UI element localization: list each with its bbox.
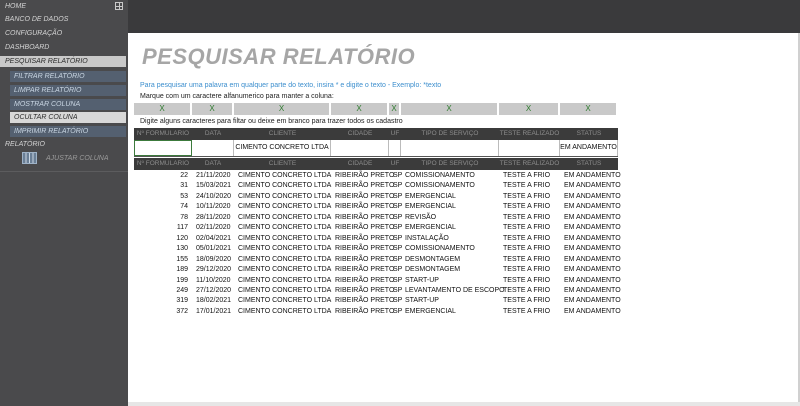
cell-cliente: CIMENTO CONCRETO LTDA bbox=[238, 266, 332, 274]
cell-status: EM ANDAMENTO bbox=[564, 172, 621, 179]
table-row[interactable] bbox=[134, 296, 621, 306]
cell-cliente: CIMENTO CONCRETO LTDA bbox=[238, 224, 332, 232]
table-row[interactable] bbox=[134, 244, 621, 254]
cell-teste: TESTE A FRIO bbox=[503, 234, 551, 242]
cell-uf: SP bbox=[393, 245, 403, 253]
sidebar-item-home[interactable]: HOME bbox=[5, 3, 26, 10]
cell-cliente: CIMENTO CONCRETO LTDA bbox=[238, 297, 332, 305]
table-row[interactable] bbox=[134, 255, 621, 265]
header-cliente: CLIENTE bbox=[268, 160, 297, 167]
cell-data: 28/11/2020 bbox=[196, 213, 231, 221]
cell-teste: TESTE A FRIO bbox=[503, 276, 551, 284]
cell-uf: SP bbox=[393, 255, 403, 263]
submenu-limpar-relatorio[interactable]: LIMPAR RELATÓRIO bbox=[10, 85, 126, 96]
column-marker-cliente[interactable]: X bbox=[234, 103, 329, 115]
cell-nro: 78 bbox=[180, 213, 188, 221]
header-cidade: CIDADE bbox=[347, 160, 373, 167]
filter-input-data[interactable] bbox=[192, 140, 234, 156]
cell-tipo: EMERGENCIAL bbox=[405, 224, 456, 232]
header-nro: Nº FORMULARIO bbox=[136, 130, 190, 137]
column-marker-cidade[interactable]: X bbox=[331, 103, 387, 115]
cell-nro: 117 bbox=[176, 224, 188, 232]
table-row[interactable] bbox=[134, 171, 621, 181]
cell-teste: TESTE A FRIO bbox=[503, 213, 551, 221]
header-uf: UF bbox=[390, 130, 400, 137]
cell-status: EM ANDAMENTO bbox=[564, 307, 621, 315]
cell-teste: TESTE A FRIO bbox=[503, 255, 551, 263]
header-status: STATUS bbox=[576, 130, 602, 137]
sidebar-item-configuracao[interactable]: CONFIGURAÇÃO bbox=[5, 30, 63, 37]
cell-status: EM ANDAMENTO bbox=[564, 266, 621, 274]
cell-cliente: CIMENTO CONCRETO LTDA bbox=[238, 192, 332, 200]
filter-input-status[interactable]: EM ANDAMENTO bbox=[560, 140, 618, 156]
cell-tipo: START-UP bbox=[405, 297, 439, 305]
cell-tipo: DESMONTAGEM bbox=[405, 266, 461, 274]
cell-cidade: RIBEIRÃO PRETO bbox=[335, 234, 395, 242]
cell-tipo: START-UP bbox=[405, 276, 439, 284]
cell-status: EM ANDAMENTO bbox=[564, 192, 621, 200]
cell-nro: 22 bbox=[180, 172, 188, 179]
cell-uf: SP bbox=[393, 234, 403, 242]
table-row[interactable] bbox=[134, 286, 621, 296]
cell-cidade: RIBEIRÃO PRETO bbox=[335, 203, 395, 211]
table-row[interactable] bbox=[134, 265, 621, 275]
mark-instruction: Marque com um caractere alfanumerico para manter a coluna: bbox=[140, 93, 334, 100]
cell-cliente: CIMENTO CONCRETO LTDA bbox=[238, 182, 332, 190]
header-cidade: CIDADE bbox=[347, 130, 373, 137]
cell-status: EM ANDAMENTO bbox=[564, 224, 621, 232]
cell-uf: SP bbox=[393, 213, 403, 221]
cell-status: EM ANDAMENTO bbox=[564, 234, 621, 242]
cell-nro: 31 bbox=[180, 182, 188, 190]
table-row[interactable] bbox=[134, 192, 621, 202]
table-row[interactable] bbox=[134, 213, 621, 223]
cell-uf: SP bbox=[393, 266, 403, 274]
filter-input-tipo[interactable] bbox=[401, 140, 499, 156]
cell-teste: TESTE A FRIO bbox=[503, 297, 551, 305]
cell-status: EM ANDAMENTO bbox=[564, 213, 621, 221]
column-marker-teste[interactable]: X bbox=[499, 103, 558, 115]
cell-nro: 155 bbox=[176, 255, 188, 263]
cell-cliente: CIMENTO CONCRETO LTDA bbox=[238, 276, 332, 284]
cell-cliente: CIMENTO CONCRETO LTDA bbox=[238, 172, 332, 179]
cell-data: 05/01/2021 bbox=[196, 245, 232, 253]
sidebar-divider bbox=[0, 171, 128, 172]
page-title: PESQUISAR RELATÓRIO bbox=[142, 44, 416, 69]
filter-instruction: Digite alguns caracteres para filtar ou deixe em branco para trazer todos os cadastro bbox=[140, 118, 403, 125]
sidebar bbox=[0, 0, 128, 406]
cell-data: 29/12/2020 bbox=[196, 266, 232, 274]
cell-uf: SP bbox=[393, 276, 403, 284]
cell-teste: TESTE A FRIO bbox=[503, 286, 551, 294]
cell-cidade: RIBEIRÃO PRETO bbox=[335, 172, 395, 179]
cell-data: 11/10/2020 bbox=[196, 276, 231, 284]
cell-teste: TESTE A FRIO bbox=[503, 192, 551, 200]
cell-uf: SP bbox=[393, 307, 403, 315]
filter-input-nro[interactable] bbox=[134, 140, 192, 156]
cell-cliente: CIMENTO CONCRETO LTDA bbox=[238, 307, 332, 315]
cell-cidade: RIBEIRÃO PRETO bbox=[335, 286, 395, 294]
adjust-column-button[interactable]: AJUSTAR COLUNA bbox=[46, 155, 109, 162]
cell-nro: 53 bbox=[180, 192, 188, 200]
table-row[interactable] bbox=[134, 223, 621, 233]
sidebar-item-pesquisar-relatorio[interactable]: PESQUISAR RELATÓRIO bbox=[0, 56, 126, 67]
cell-teste: TESTE A FRIO bbox=[503, 224, 551, 232]
cell-teste: TESTE A FRIO bbox=[503, 172, 551, 179]
filter-input-cliente[interactable]: CIMENTO CONCRETO LTDA bbox=[234, 140, 331, 156]
cell-nro: 372 bbox=[176, 307, 188, 315]
bottom-bar bbox=[128, 402, 800, 406]
cell-uf: SP bbox=[393, 172, 403, 179]
cell-status: EM ANDAMENTO bbox=[564, 245, 621, 253]
cell-status: EM ANDAMENTO bbox=[564, 276, 621, 284]
table-row[interactable] bbox=[134, 181, 621, 191]
cell-data: 18/02/2021 bbox=[196, 297, 232, 305]
header-cliente: CLIENTE bbox=[268, 130, 297, 137]
cell-tipo: EMERGENCIAL bbox=[405, 192, 456, 200]
cell-tipo: INSTALAÇÃO bbox=[405, 234, 449, 242]
cell-teste: TESTE A FRIO bbox=[503, 182, 551, 190]
cell-cidade: RIBEIRÃO PRETO bbox=[335, 307, 395, 315]
column-marker-nro[interactable]: X bbox=[134, 103, 190, 115]
cell-tipo: COMISSIONAMENTO bbox=[405, 182, 475, 190]
table-row[interactable] bbox=[134, 276, 621, 286]
cell-status: EM ANDAMENTO bbox=[564, 286, 621, 294]
header-teste: TESTE REALIZADO bbox=[499, 130, 560, 137]
cell-uf: SP bbox=[393, 224, 403, 232]
sidebar-item-banco-de-dados[interactable]: BANCO DE DADOS bbox=[5, 16, 69, 23]
cell-nro: 249 bbox=[176, 286, 188, 294]
cell-cidade: RIBEIRÃO PRETO bbox=[335, 255, 395, 263]
cell-cliente: CIMENTO CONCRETO LTDA bbox=[238, 203, 332, 211]
filter-input-teste[interactable] bbox=[499, 140, 560, 156]
header-data: DATA bbox=[204, 130, 222, 137]
cell-uf: SP bbox=[393, 297, 403, 305]
header-nro: Nº FORMULARIO bbox=[136, 160, 190, 167]
submenu-mostrar-coluna[interactable]: MOSTRAR COLUNA bbox=[10, 99, 126, 110]
cell-cliente: CIMENTO CONCRETO LTDA bbox=[238, 234, 332, 242]
table-row[interactable] bbox=[134, 202, 621, 212]
cell-cliente: CIMENTO CONCRETO LTDA bbox=[238, 255, 332, 263]
submenu-filtrar-relatorio[interactable]: FILTRAR RELATÓRIO bbox=[10, 71, 126, 82]
cell-teste: TESTE A FRIO bbox=[503, 245, 551, 253]
cell-cidade: RIBEIRÃO PRETO bbox=[335, 245, 395, 253]
cell-data: 02/11/2020 bbox=[196, 224, 231, 232]
cell-nro: 199 bbox=[176, 276, 188, 284]
cell-cidade: RIBEIRÃO PRETO bbox=[335, 224, 395, 232]
column-marker-uf[interactable]: X bbox=[389, 103, 399, 115]
cell-status: EM ANDAMENTO bbox=[564, 255, 621, 263]
cell-data: 15/03/2021 bbox=[196, 182, 232, 190]
cell-cidade: RIBEIRÃO PRETO bbox=[335, 266, 395, 274]
cell-cidade: RIBEIRÃO PRETO bbox=[335, 297, 395, 305]
cell-data: 18/09/2020 bbox=[196, 255, 232, 263]
cell-cliente: CIMENTO CONCRETO LTDA bbox=[238, 245, 332, 253]
header-data: DATA bbox=[204, 160, 222, 167]
adjust-column-icon[interactable] bbox=[22, 152, 37, 164]
cell-status: EM ANDAMENTO bbox=[564, 182, 621, 190]
cell-tipo: EMERGENCIAL bbox=[405, 307, 456, 315]
column-marker-data[interactable]: X bbox=[192, 103, 232, 115]
cell-cidade: RIBEIRÃO PRETO bbox=[335, 192, 395, 200]
cell-data: 02/04/2021 bbox=[196, 234, 232, 242]
sidebar-item-dashboard[interactable]: DASHBOARD bbox=[5, 44, 50, 51]
cell-status: EM ANDAMENTO bbox=[564, 203, 621, 211]
cell-data: 24/10/2020 bbox=[196, 192, 232, 200]
header-uf: UF bbox=[390, 160, 400, 167]
cell-data: 10/11/2020 bbox=[196, 203, 231, 211]
cell-tipo: COMISSIONAMENTO bbox=[405, 172, 475, 179]
table-row[interactable] bbox=[134, 234, 621, 244]
header-status: STATUS bbox=[576, 160, 602, 167]
submenu-imprimir-relatorio[interactable]: IMPRIMIR RELATÓRIO bbox=[10, 126, 126, 137]
cell-tipo: EMERGENCIAL bbox=[405, 203, 456, 211]
cell-tipo: COMISSIONAMENTO bbox=[405, 245, 475, 253]
cell-data: 27/12/2020 bbox=[196, 286, 232, 294]
cell-data: 17/01/2021 bbox=[196, 307, 232, 315]
cell-nro: 74 bbox=[180, 203, 188, 211]
cell-uf: SP bbox=[393, 203, 403, 211]
cell-teste: TESTE A FRIO bbox=[503, 266, 551, 274]
cell-tipo: LEVANTAMENTO DE ESCOPO bbox=[405, 286, 505, 294]
cell-uf: SP bbox=[393, 286, 403, 294]
cell-tipo: REVISÃO bbox=[405, 213, 437, 221]
cell-cliente: CIMENTO CONCRETO LTDA bbox=[238, 213, 332, 221]
cell-data: 21/11/2020 bbox=[196, 172, 231, 179]
cell-nro: 130 bbox=[176, 245, 188, 253]
cell-cidade: RIBEIRÃO PRETO bbox=[335, 213, 395, 221]
filter-input-cidade[interactable] bbox=[331, 140, 389, 156]
cell-uf: SP bbox=[393, 192, 403, 200]
table-row[interactable] bbox=[134, 307, 621, 317]
header-teste: TESTE REALIZADO bbox=[499, 160, 560, 167]
grid-icon[interactable] bbox=[115, 2, 123, 10]
cell-status: EM ANDAMENTO bbox=[564, 297, 621, 305]
cell-nro: 120 bbox=[176, 234, 188, 242]
cell-teste: TESTE A FRIO bbox=[503, 203, 551, 211]
cell-tipo: DESMONTAGEM bbox=[405, 255, 461, 263]
column-marker-tipo[interactable]: X bbox=[401, 103, 497, 115]
cell-cidade: RIBEIRÃO PRETO bbox=[335, 276, 395, 284]
submenu-ocultar-coluna[interactable]: OCULTAR COLUNA bbox=[10, 112, 126, 123]
column-marker-status[interactable]: X bbox=[560, 103, 616, 115]
cell-nro: 189 bbox=[176, 266, 188, 274]
sidebar-item-relatorio[interactable]: RELATÓRIO bbox=[5, 141, 45, 148]
cell-cidade: RIBEIRÃO PRETO bbox=[335, 182, 395, 190]
filter-input-uf[interactable] bbox=[389, 140, 401, 156]
cell-nro: 319 bbox=[176, 297, 188, 305]
header-tipo: TIPO DE SERVIÇO bbox=[421, 160, 479, 167]
cell-teste: TESTE A FRIO bbox=[503, 307, 551, 315]
cell-uf: SP bbox=[393, 182, 403, 190]
search-hint: Para pesquisar uma palavra em qualquer parte do texto, insira * e digite o texto - Exemplo: *texto bbox=[140, 82, 442, 89]
header-tipo: TIPO DE SERVIÇO bbox=[421, 130, 479, 137]
cell-cliente: CIMENTO CONCRETO LTDA bbox=[238, 286, 332, 294]
